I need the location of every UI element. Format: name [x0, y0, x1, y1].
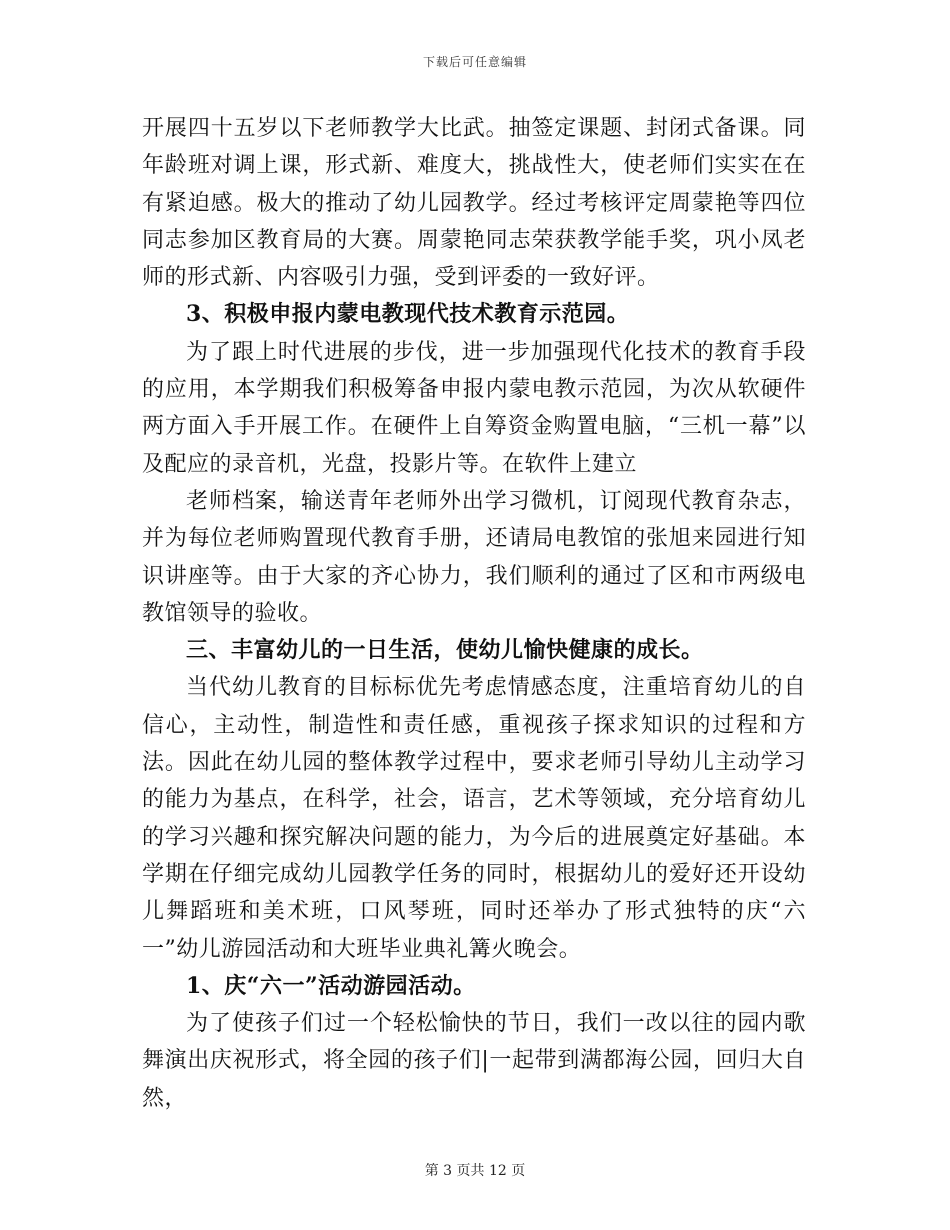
section-heading-3: 3、积极申报内蒙电教现代技术教育示范园。 [186, 301, 630, 328]
section-heading-three: 三、丰富幼儿的一日生活，使幼儿愉快健康的成长。 [186, 637, 704, 664]
section-heading-1: 1、庆“六一”活动游园活动。 [186, 972, 476, 999]
document-body [142, 110, 806, 1117]
page-header: 下载后可任意编辑 [422, 55, 527, 69]
paragraph-4: 当代幼儿教育的目标标优先考虑情感态度，注重培育幼儿的自信心，主动性，制造性和责任感，重视孩子探求知识的过程和方法。因此在幼儿园的整体教学过程中，要求老师引导幼儿主动学习的能力为基点，在科学，社会，语言，艺术等领域，充分培育幼儿的学习兴趣和探究解决问题的能力，为今后的进展奠定好基础。本学期在仔细完成幼儿园教学任务的同时，根据幼儿的爱好还开设幼儿舞蹈班和美术班，口风琴班，同时还举办了形式独特的庆“六一”幼儿游园活动和大班毕业典礼篝火晚会。 [142, 675, 806, 962]
paragraph-5: 为了使孩子们过一个轻松愉快的节日，我们一改以往的园内歌舞演出庆祝形式，将全园的孩子们|一起带到满都海公园，回归大自然， [142, 1011, 806, 1111]
paragraph-1: 开展四十五岁以下老师教学大比武。抽签定课题、封闭式备课。同年龄班对调上课，形式新、难度大，挑战性大，使老师们实实在在有紧迫感。极大的推动了幼儿园教学。经过考核评定周蒙艳等四位同志参加区教育局的大赛。周蒙艳同志荣获教学能手奖，巩小凤老师的形式新、内容吸引力强，受到评委的一致好评。 [142, 116, 806, 291]
page-footer: 第 3 页共 12 页 [424, 1163, 526, 1179]
paragraph-3: 老师档案，输送青年老师外出学习微机，订阅现代教育杂志，并为每位老师购置现代教育手册，还请局电教馆的张旭来园进行知识讲座等。由于大家的齐心协力，我们顺利的通过了区和市两级电教馆领导的验收。 [142, 488, 806, 626]
paragraph-2: 为了跟上时代进展的步伐，进一步加强现代化技术的教育手段的应用，本学期我们积极筹备申报内蒙电教示范园，为次从软硬件两方面入手开展工作。在硬件上自筹资金购置电脑，“三机一幕”以及配应的录音机，光盘，投影片等。在软件上建立 [142, 339, 806, 477]
